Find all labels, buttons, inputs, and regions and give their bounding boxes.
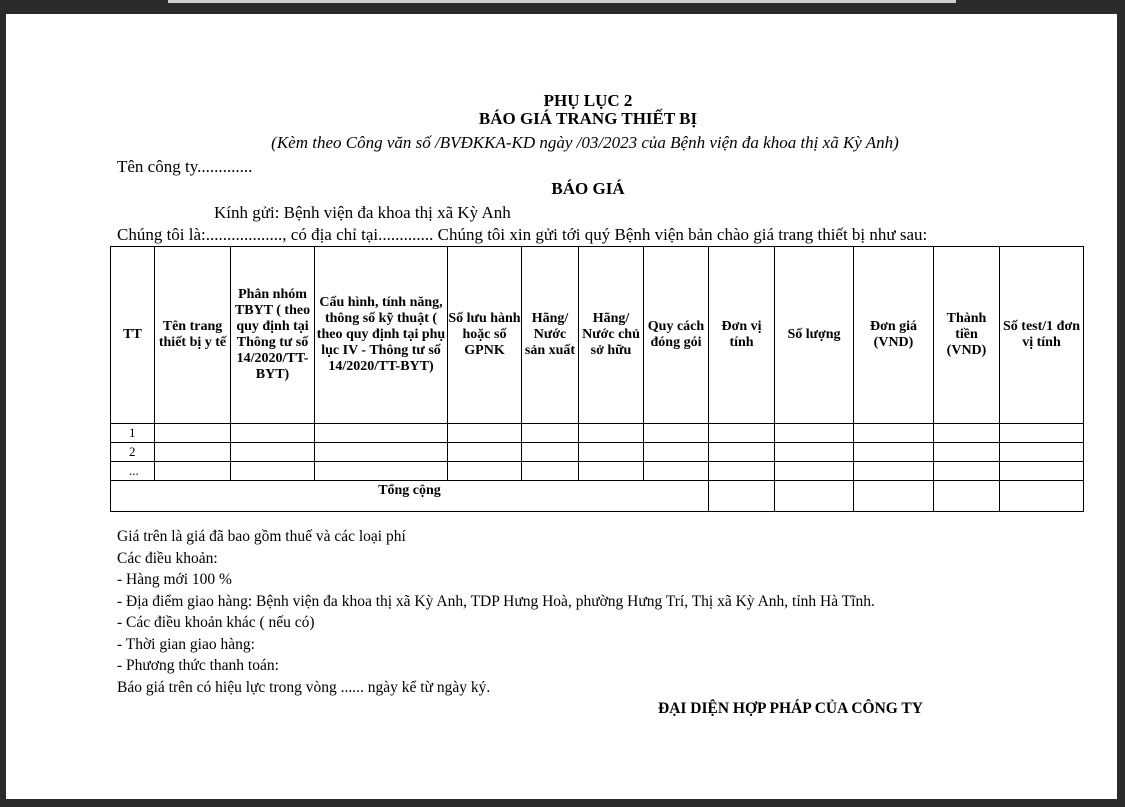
term-item: - Thời gian giao hàng: [117, 636, 255, 653]
header-manufacturer: Hãng/ Nước sản xuất [522, 247, 579, 424]
recipient-line: Kính gửi: Bệnh viện đa khoa thị xã Kỳ Anh [214, 203, 511, 222]
row-number: ... [111, 462, 155, 481]
validity-note: Báo giá trên có hiệu lực trong vòng ...... ngày kể từ ngày ký. [117, 679, 491, 696]
header-tt: TT [111, 247, 155, 424]
header-device-group: Phân nhóm TBYT ( theo quy định tại Thông tư số 14/2020/TT-BYT) [231, 247, 315, 424]
row-number: 2 [111, 443, 155, 462]
term-item: - Phương thức thanh toán: [117, 657, 279, 674]
table-header-row [111, 247, 1084, 424]
total-label: Tổng cộng [111, 481, 709, 512]
header-unit: Đơn vị tính [709, 247, 775, 424]
intro-line: Chúng tôi là:.................., có địa chỉ tại............. Chúng tôi xin gửi tới quý Bệnh viện bản chào giá trang thiết bị như sau: [117, 225, 928, 244]
header-specification: Cấu hình, tính năng, thông số kỹ thuật ( theo quy định tại phụ lục IV - Thông tư số 14/2020/TT-BYT) [315, 247, 448, 424]
document-title: BÁO GIÁ TRANG THIẾT BỊ [478, 109, 698, 128]
term-item: - Địa điểm giao hàng: Bệnh viện đa khoa thị xã Kỳ Anh, TDP Hưng Hoà, phường Hưng Trí, Thị xã Kỳ Anh, tỉnh Hà Tĩnh. [117, 593, 875, 610]
header-unit-price: Đơn giá (VND) [854, 247, 934, 424]
header-packaging: Quy cách đóng gói [644, 247, 709, 424]
price-note: Giá trên là giá đã bao gồm thuế và các loại phí [117, 528, 406, 545]
term-item: - Hàng mới 100 % [117, 571, 232, 588]
document-page [6, 14, 1117, 799]
document-subtitle: (Kèm theo Công văn số /BVĐKKA-KD ngày /03/2023 của Bệnh viện đa khoa thị xã Kỳ Anh) [271, 133, 899, 152]
header-device-name: Tên trang thiết bị y tế [155, 247, 231, 424]
term-item: - Các điều khoản khác ( nếu có) [117, 614, 315, 631]
legal-representative: ĐẠI DIỆN HỢP PHÁP CỦA CÔNG TY [658, 700, 923, 717]
row-number: 1 [111, 424, 155, 443]
top-bar [168, 0, 956, 3]
header-quantity: Số lượng [775, 247, 854, 424]
total-row [111, 481, 1084, 512]
header-owner: Hãng/ Nước chủ sở hữu [579, 247, 644, 424]
table-row [111, 462, 1084, 481]
table-row [111, 443, 1084, 462]
table-row [111, 424, 1084, 443]
header-license-number: Số lưu hành hoặc số GPNK [448, 247, 522, 424]
appendix-title: PHỤ LỤC 2 [543, 91, 633, 110]
header-tests-per-unit: Số test/1 đơn vị tính [1000, 247, 1084, 424]
header-amount: Thành tiền (VND) [934, 247, 1000, 424]
quote-title: BÁO GIÁ [551, 179, 625, 198]
terms-label: Các điều khoản: [117, 550, 218, 567]
company-line: Tên công ty............. [117, 157, 253, 176]
quote-table [110, 246, 1084, 512]
